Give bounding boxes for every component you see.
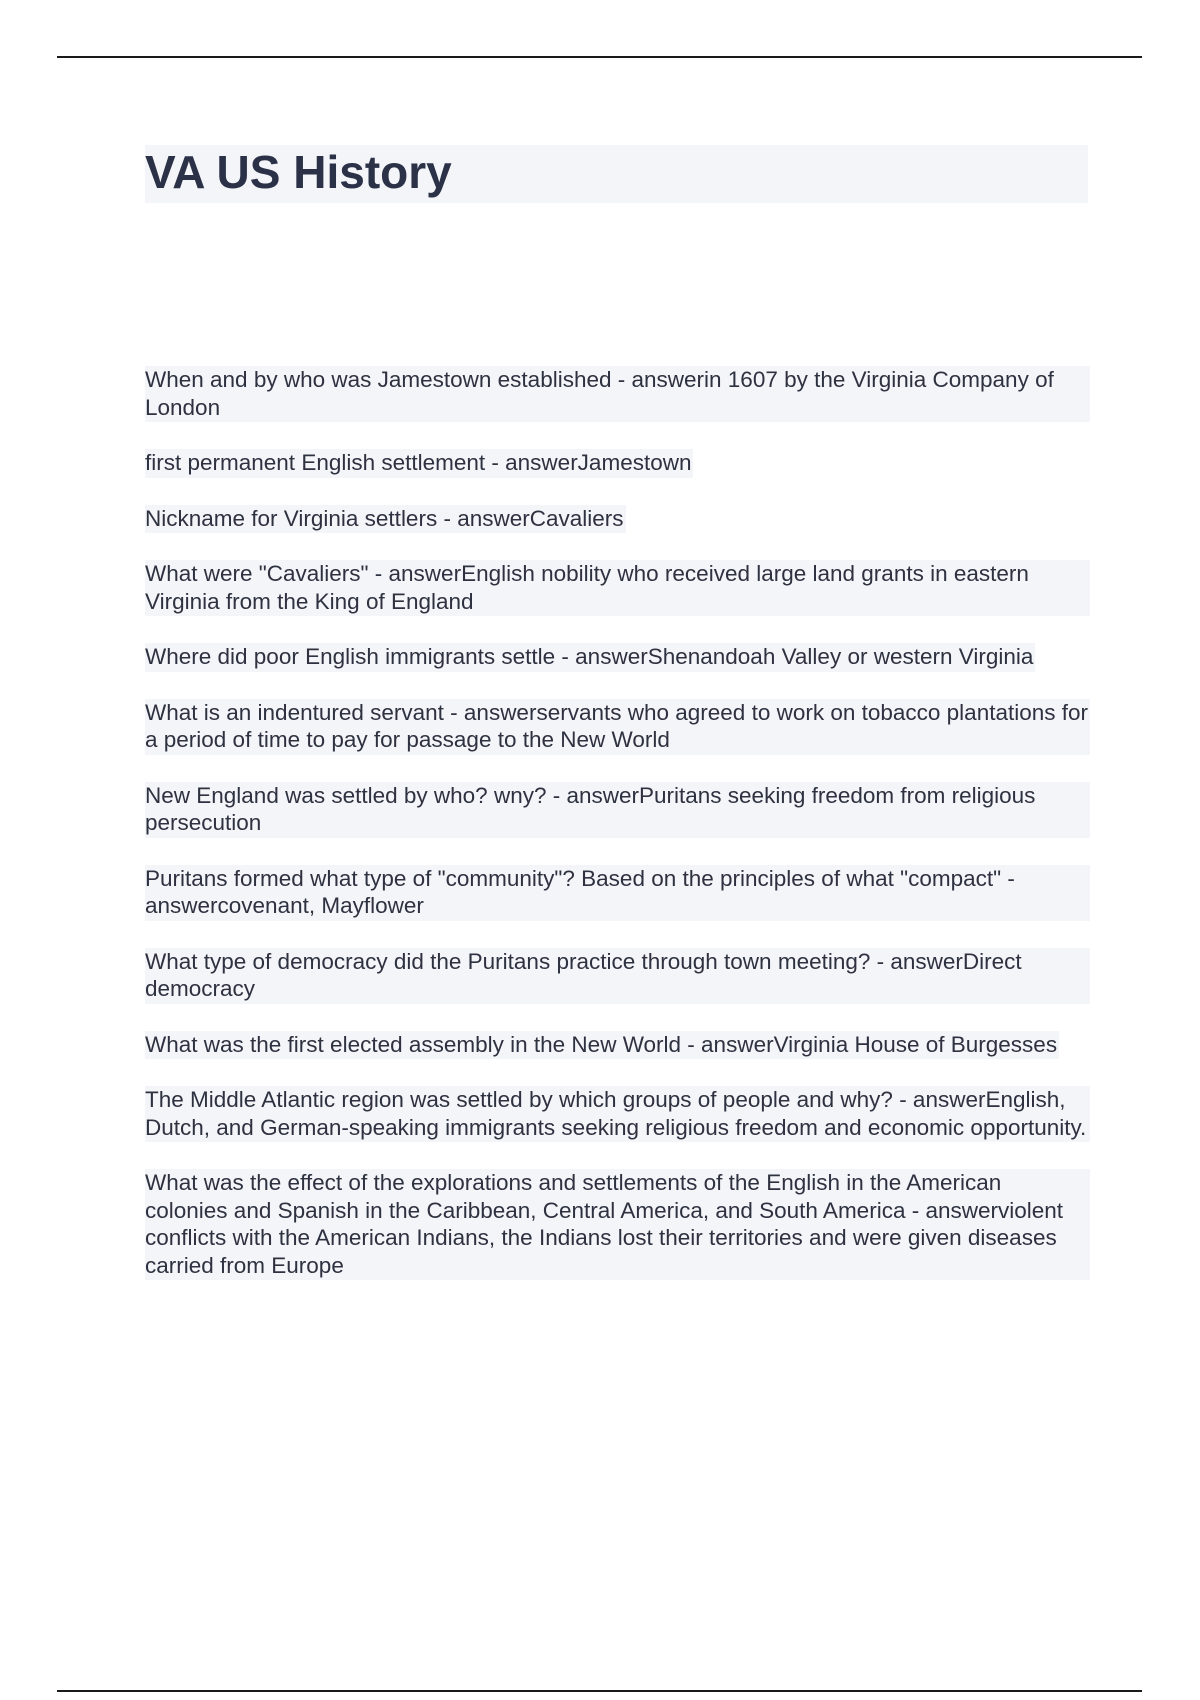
header-rule [57, 56, 1142, 58]
qa-item-4: What were "Cavaliers" - answerEnglish nobility who received large land grants in eastern Virginia from the King of England [145, 560, 1090, 616]
qa-item-10: What was the first elected assembly in the New World - answerVirginia House of Burgesses [145, 1031, 1059, 1060]
page-title: VA US History [145, 146, 452, 198]
qa-item-12: What was the effect of the explorations and settlements of the English in the American colonies and Spanish in the Caribbean, Central America, and South America - answerviolent conflicts with the American Indians, the Indians lost their territories and were given diseases carried from Europe [145, 1169, 1090, 1280]
qa-item-9: What type of democracy did the Puritans practice through town meeting? - answerDirect democracy [145, 948, 1090, 1004]
qa-item-2: first permanent English settlement - answerJamestown [145, 449, 693, 478]
qa-item-5: Where did poor English immigrants settle - answerShenandoah Valley or western Virginia [145, 643, 1035, 672]
qa-item-7: New England was settled by who? wny? - answerPuritans seeking freedom from religious persecution [145, 782, 1090, 838]
qa-item-11: The Middle Atlantic region was settled by which groups of people and why? - answerEnglish, Dutch, and German-speaking immigrants seeking religious freedom and economic opportunity. [145, 1086, 1090, 1142]
qa-item-1: When and by who was Jamestown established - answerin 1607 by the Virginia Company of London [145, 366, 1090, 422]
qa-item-6: What is an indentured servant - answerservants who agreed to work on tobacco plantations for a period of time to pay for passage to the New World [145, 699, 1090, 755]
qa-item-3: Nickname for Virginia settlers - answerCavaliers [145, 505, 626, 534]
footer-rule [57, 1690, 1142, 1692]
qa-list [145, 366, 1090, 1307]
qa-item-8: Puritans formed what type of "community"? Based on the principles of what "compact" - answercovenant, Mayflower [145, 865, 1090, 921]
